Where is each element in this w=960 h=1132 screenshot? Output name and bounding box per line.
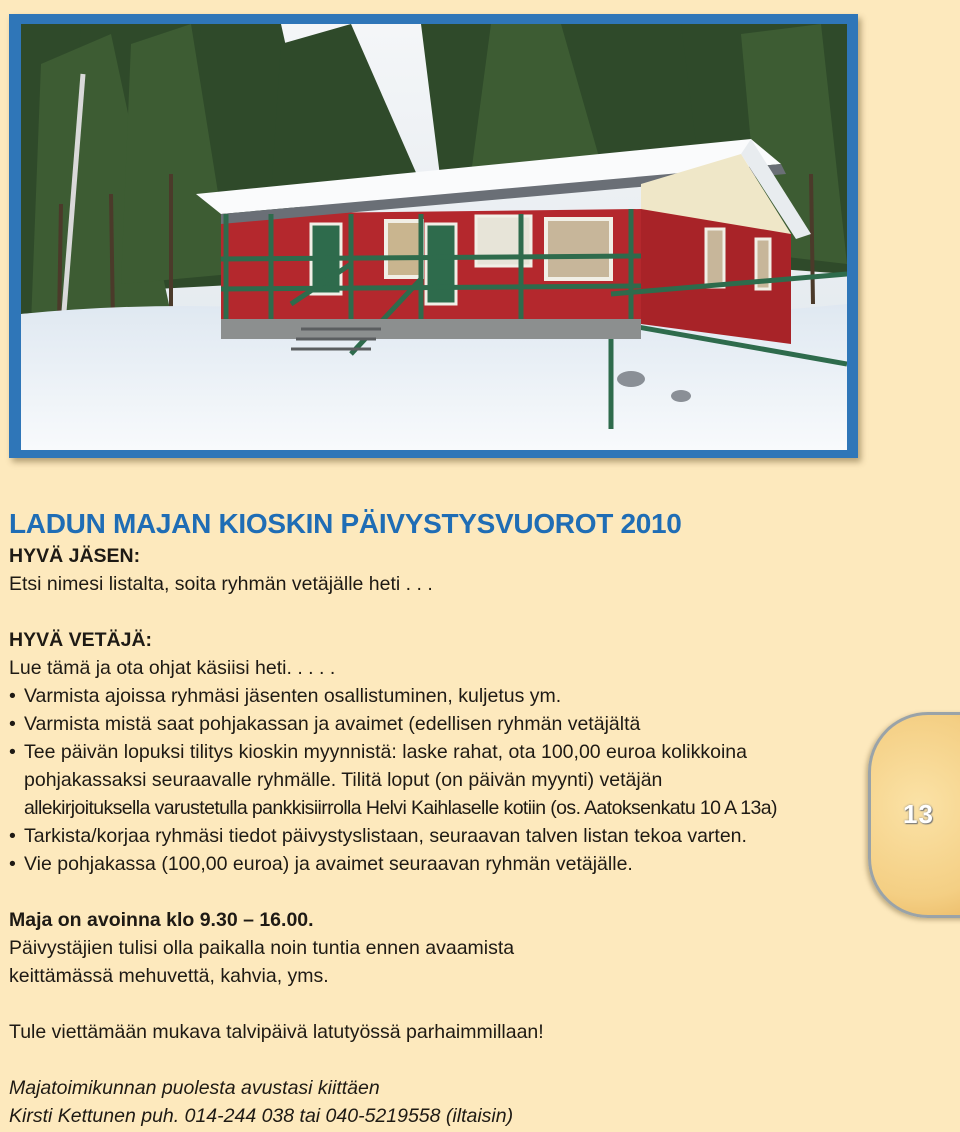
arrival-note-line: keittämässä mehuvettä, kahvia, yms.: [9, 965, 329, 987]
list-item-line: Tee päivän lopuksi tilitys kioskin myynnistä: laske rahat, ota 100,00 euroa kolikkoina: [24, 741, 747, 763]
list-item: • Varmista mistä saat pohjakassan ja avaimet (edellisen ryhmän vetäjältä: [9, 710, 869, 738]
invitation: Tule viettämään mukava talvipäivä latutyössä parhaimmillaan!: [9, 1021, 544, 1043]
cabin-illustration: [21, 24, 847, 450]
cabin-photo: [21, 24, 847, 450]
leader-heading: HYVÄ VETÄJÄ:: [9, 629, 153, 651]
signature-line: Majatoimikunnan puolesta avustasi kiittäen: [9, 1077, 380, 1099]
list-item-line: allekirjoituksella varustetulla pankkisiirrolla Helvi Kaihlaselle kotiin (os. Aatoksenkatu 10 A 13a): [24, 797, 777, 819]
page-number-tab: [868, 712, 960, 918]
contact-line: Kirsti Kettunen puh. 014-244 038 tai 040-5219558 (iltaisin): [9, 1105, 514, 1127]
notice-content: [9, 506, 869, 1130]
list-item: • Tarkista/korjaa ryhmäsi tiedot päivystyslistaan, seuraavan talven listan tekoa varten.: [9, 822, 869, 850]
list-item: • Varmista ajoissa ryhmäsi jäsenten osallistuminen, kuljetus ym.: [9, 682, 869, 710]
leader-intro: Lue tämä ja ota ohjat käsiisi heti. . . . .: [9, 657, 336, 679]
arrival-note-line: Päivystäjien tulisi olla paikalla noin tuntia ennen avaamista: [9, 937, 515, 959]
member-heading: HYVÄ JÄSEN:: [9, 545, 141, 567]
member-text: Etsi nimesi listalta, soita ryhmän vetäjälle heti . . .: [9, 573, 433, 595]
opening-hours: Maja on avoinna klo 9.30 – 16.00.: [9, 909, 314, 931]
page-number: 13: [903, 799, 934, 829]
list-item-line: pohjakassaksi seuraavalle ryhmälle. Tilitä loput (on päivän myynti) vetäjän: [24, 769, 663, 791]
list-item: [9, 738, 869, 822]
photo-frame: [9, 14, 858, 458]
leader-checklist: [9, 682, 869, 878]
list-item: • Vie pohjakassa (100,00 euroa) ja avaimet seuraavan ryhmän vetäjälle.: [9, 850, 869, 878]
notice-title: LADUN MAJAN KIOSKIN PÄIVYSTYSVUOROT 2010: [9, 508, 682, 539]
